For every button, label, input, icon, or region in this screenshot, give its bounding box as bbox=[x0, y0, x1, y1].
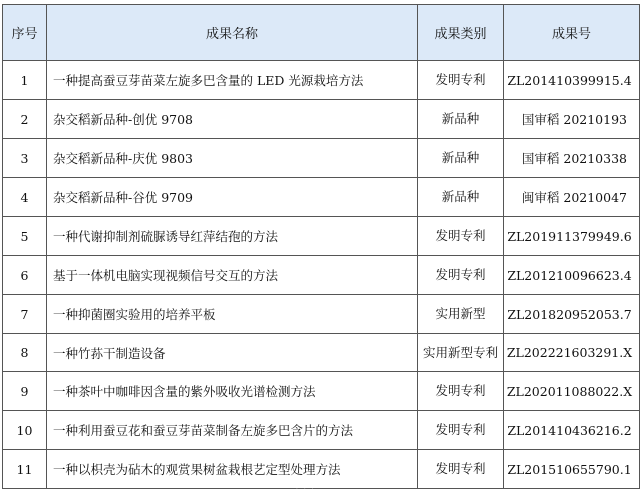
row-name: 杂交稻新品种-庆优 9803 bbox=[47, 139, 418, 178]
table-row bbox=[3, 139, 640, 178]
row-no: 5 bbox=[3, 217, 47, 256]
row-no: 8 bbox=[3, 334, 47, 372]
row-category: 发明专利 bbox=[418, 411, 504, 450]
row-no: 7 bbox=[3, 295, 47, 334]
row-number: ZL201410399915.4 bbox=[504, 61, 640, 100]
header-number: 成果号 bbox=[504, 5, 640, 61]
table-row bbox=[3, 256, 640, 295]
row-category: 发明专利 bbox=[418, 372, 504, 411]
row-number: ZL202011088022.X bbox=[504, 372, 640, 411]
table-row bbox=[3, 334, 640, 372]
table-row bbox=[3, 178, 640, 217]
row-name: 基于一体机电脑实现视频信号交互的方法 bbox=[47, 256, 418, 295]
row-no: 3 bbox=[3, 139, 47, 178]
row-name: 一种茶叶中咖啡因含量的紫外吸收光谱检测方法 bbox=[47, 372, 418, 411]
table-row bbox=[3, 217, 640, 256]
table-row bbox=[3, 450, 640, 489]
header-category: 成果类别 bbox=[418, 5, 504, 61]
row-no: 6 bbox=[3, 256, 47, 295]
row-no: 9 bbox=[3, 372, 47, 411]
row-number: ZL201911379949.6 bbox=[504, 217, 640, 256]
table-header-row bbox=[3, 5, 640, 61]
row-name: 一种以枳壳为砧木的观赏果树盆栽根艺定型处理方法 bbox=[47, 450, 418, 489]
table-row bbox=[3, 100, 640, 139]
row-number: ZL202221603291.X bbox=[504, 334, 640, 372]
page-mark: · · · bbox=[296, 486, 316, 493]
table-row bbox=[3, 411, 640, 450]
row-no: 2 bbox=[3, 100, 47, 139]
row-number: 闽审稻 20210047 bbox=[504, 178, 640, 217]
row-number: 国审稻 20210193 bbox=[504, 100, 640, 139]
row-name: 一种提高蚕豆芽苗菜左旋多巴含量的 LED 光源栽培方法 bbox=[47, 61, 418, 100]
row-no: 4 bbox=[3, 178, 47, 217]
row-name: 一种代谢抑制剂硫脲诱导红萍结孢的方法 bbox=[47, 217, 418, 256]
row-number: ZL201410436216.2 bbox=[504, 411, 640, 450]
table-row bbox=[3, 295, 640, 334]
row-category: 发明专利 bbox=[418, 450, 504, 489]
row-category: 发明专利 bbox=[418, 217, 504, 256]
row-no: 11 bbox=[3, 450, 47, 489]
row-number: 国审稻 20210338 bbox=[504, 139, 640, 178]
row-category: 新品种 bbox=[418, 100, 504, 139]
row-category: 新品种 bbox=[418, 139, 504, 178]
row-name: 一种利用蚕豆花和蚕豆芽苗菜制备左旋多巴含片的方法 bbox=[47, 411, 418, 450]
row-category: 实用新型 bbox=[418, 295, 504, 334]
row-name: 一种竹荪干制造设备 bbox=[47, 334, 418, 372]
row-no: 1 bbox=[3, 61, 47, 100]
row-category: 新品种 bbox=[418, 178, 504, 217]
header-name: 成果名称 bbox=[47, 5, 418, 61]
row-category: 实用新型专利 bbox=[418, 334, 504, 372]
row-category: 发明专利 bbox=[418, 256, 504, 295]
row-number: ZL201210096623.4 bbox=[504, 256, 640, 295]
row-number: ZL201820952053.7 bbox=[504, 295, 640, 334]
row-name: 杂交稻新品种-谷优 9709 bbox=[47, 178, 418, 217]
row-number: ZL201510655790.1 bbox=[504, 450, 640, 489]
table-row bbox=[3, 372, 640, 411]
table-row bbox=[3, 61, 640, 100]
header-no: 序号 bbox=[3, 5, 47, 61]
row-name: 杂交稻新品种-创优 9708 bbox=[47, 100, 418, 139]
row-category: 发明专利 bbox=[418, 61, 504, 100]
row-name: 一种抑菌圈实验用的培养平板 bbox=[47, 295, 418, 334]
row-no: 10 bbox=[3, 411, 47, 450]
achievements-table bbox=[2, 4, 640, 489]
